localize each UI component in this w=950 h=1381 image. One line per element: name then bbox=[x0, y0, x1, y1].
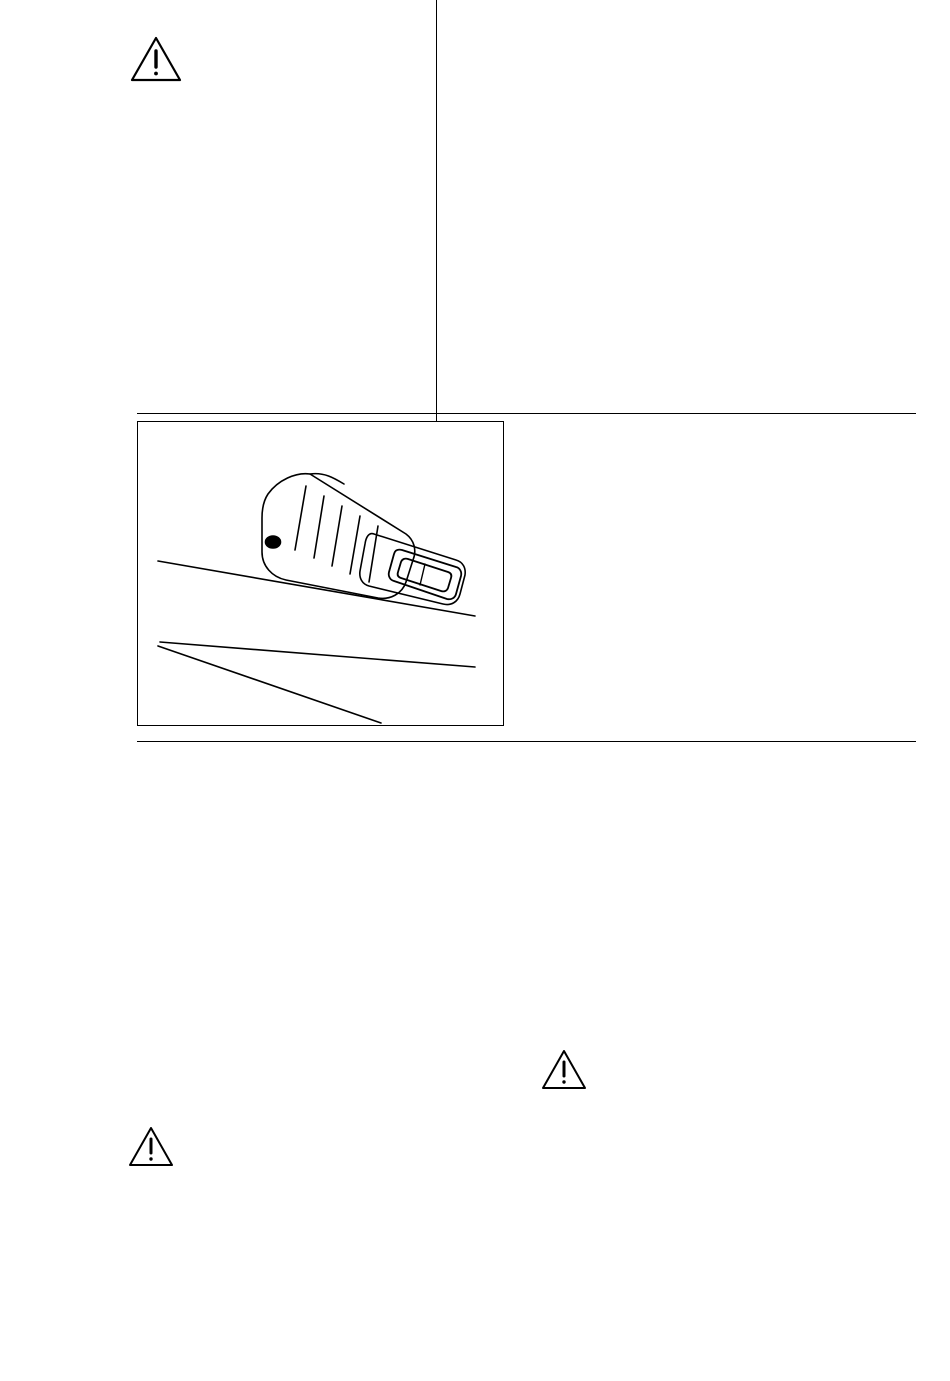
warning-middle-right-label bbox=[0, 0, 1, 1]
warning-triangle-icon bbox=[541, 1048, 587, 1091]
tool-switch-illustration bbox=[137, 421, 504, 726]
warning-triangle-icon bbox=[130, 35, 182, 83]
warning-triangle-icon bbox=[128, 1125, 174, 1168]
figure-top-rule bbox=[137, 413, 916, 414]
warning-bottom-left-label bbox=[0, 0, 1, 1]
figure-bottom-rule bbox=[137, 741, 916, 742]
warning-top-label bbox=[0, 0, 1, 1]
